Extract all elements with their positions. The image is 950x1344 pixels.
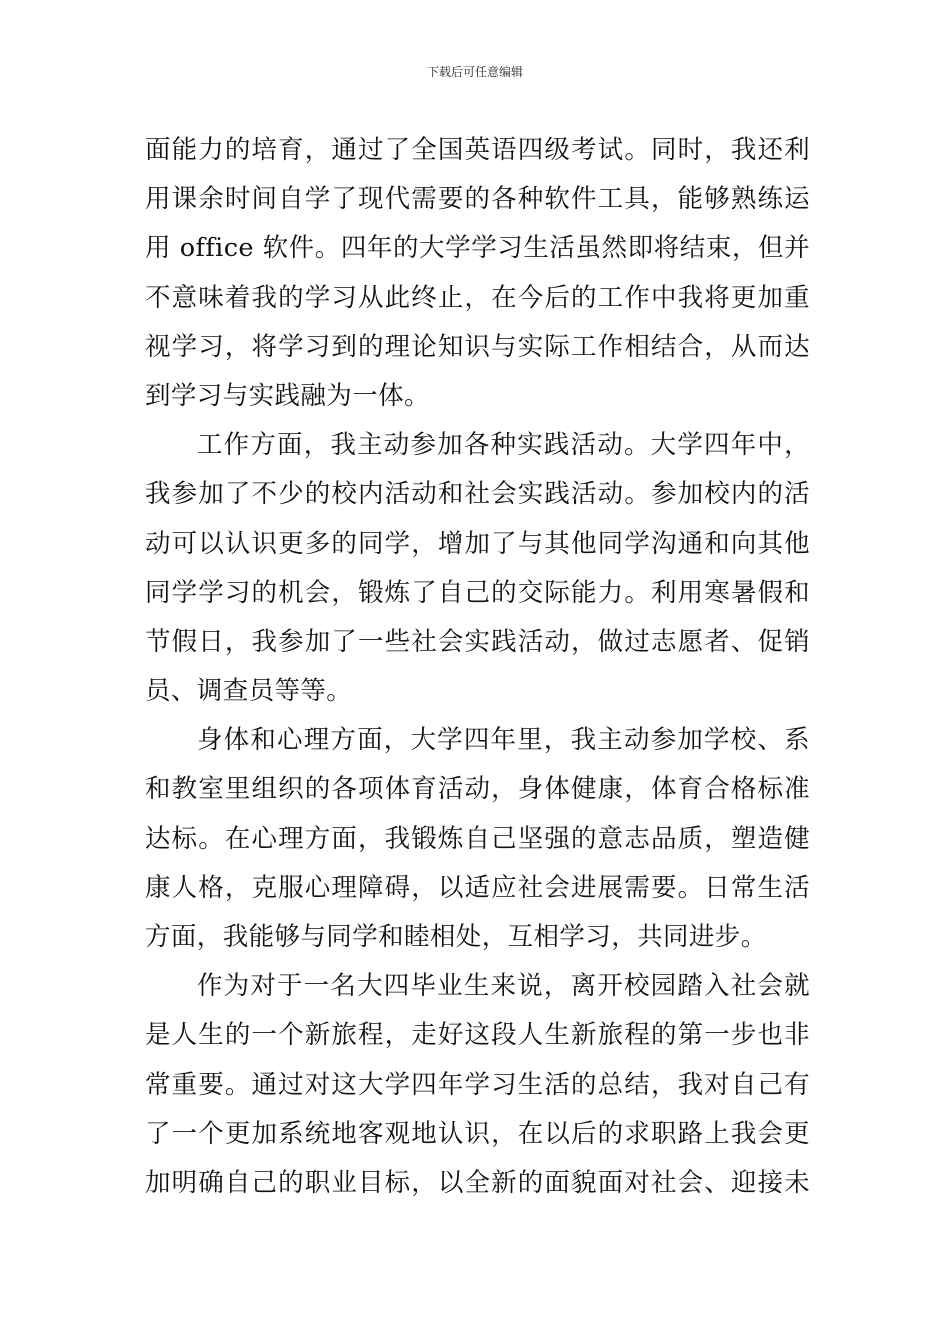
body-text xyxy=(145,126,810,1208)
text-line: 了一个更加系统地客观地认识，在以后的求职路上我会更 xyxy=(145,1118,810,1149)
text-line: 作为对于一名大四毕业生来说，离开校园踏入社会就 xyxy=(197,971,810,1002)
text-line: 到学习与实践融为一体。 xyxy=(145,380,430,411)
text-line: 我参加了不少的校内活动和社会实践活动。参加校内的活 xyxy=(145,479,810,510)
text-line: 员、调查员等等。 xyxy=(145,676,353,707)
text-line: 身体和心理方面，大学四年里，我主动参加学校、系 xyxy=(197,725,810,756)
text-line: 和教室里组织的各项体育活动，身体健康，体育合格标准 xyxy=(145,774,810,805)
text-line: 动可以认识更多的同学，增加了与其他同学沟通和向其他 xyxy=(145,528,810,559)
text-line: 是人生的一个新旅程，走好这段人生新旅程的第一步也非 xyxy=(145,1020,810,1051)
text-line: 用 office 软件。四年的大学学习生活虽然即将结束，但并 xyxy=(145,233,810,264)
text-line: 节假日，我参加了一些社会实践活动，做过志愿者、促销 xyxy=(145,626,810,657)
text-line: 康人格，克服心理障碍，以适应社会进展需要。日常生活 xyxy=(145,872,810,903)
text-line: 方面，我能够与同学和睦相处，互相学习，共同进步。 xyxy=(145,922,767,952)
text-line: 加明确自己的职业目标，以全新的面貌面对社会、迎接未 xyxy=(145,1167,810,1198)
text-line: 用课余时间自学了现代需要的各种软件工具，能够熟练运 xyxy=(145,184,810,215)
text-line: 面能力的培育，通过了全国英语四级考试。同时，我还利 xyxy=(145,135,810,165)
text-line: 常重要。通过对这大学四年学习生活的总结，我对自己有 xyxy=(145,1069,810,1100)
page-header: 下载后可任意编辑 xyxy=(426,65,523,79)
text-line: 达标。在心理方面，我锻炼自己坚强的意志品质，塑造健 xyxy=(145,823,810,854)
text-line: 工作方面，我主动参加各种实践活动。大学四年中， xyxy=(197,430,810,461)
text-line: 视学习，将学习到的理论知识与实际工作相结合，从而达 xyxy=(145,331,810,362)
text-line: 不意味着我的学习从此终止，在今后的工作中我将更加重 xyxy=(145,282,810,313)
text-line: 同学学习的机会，锻炼了自己的交际能力。利用寒暑假和 xyxy=(145,577,810,608)
